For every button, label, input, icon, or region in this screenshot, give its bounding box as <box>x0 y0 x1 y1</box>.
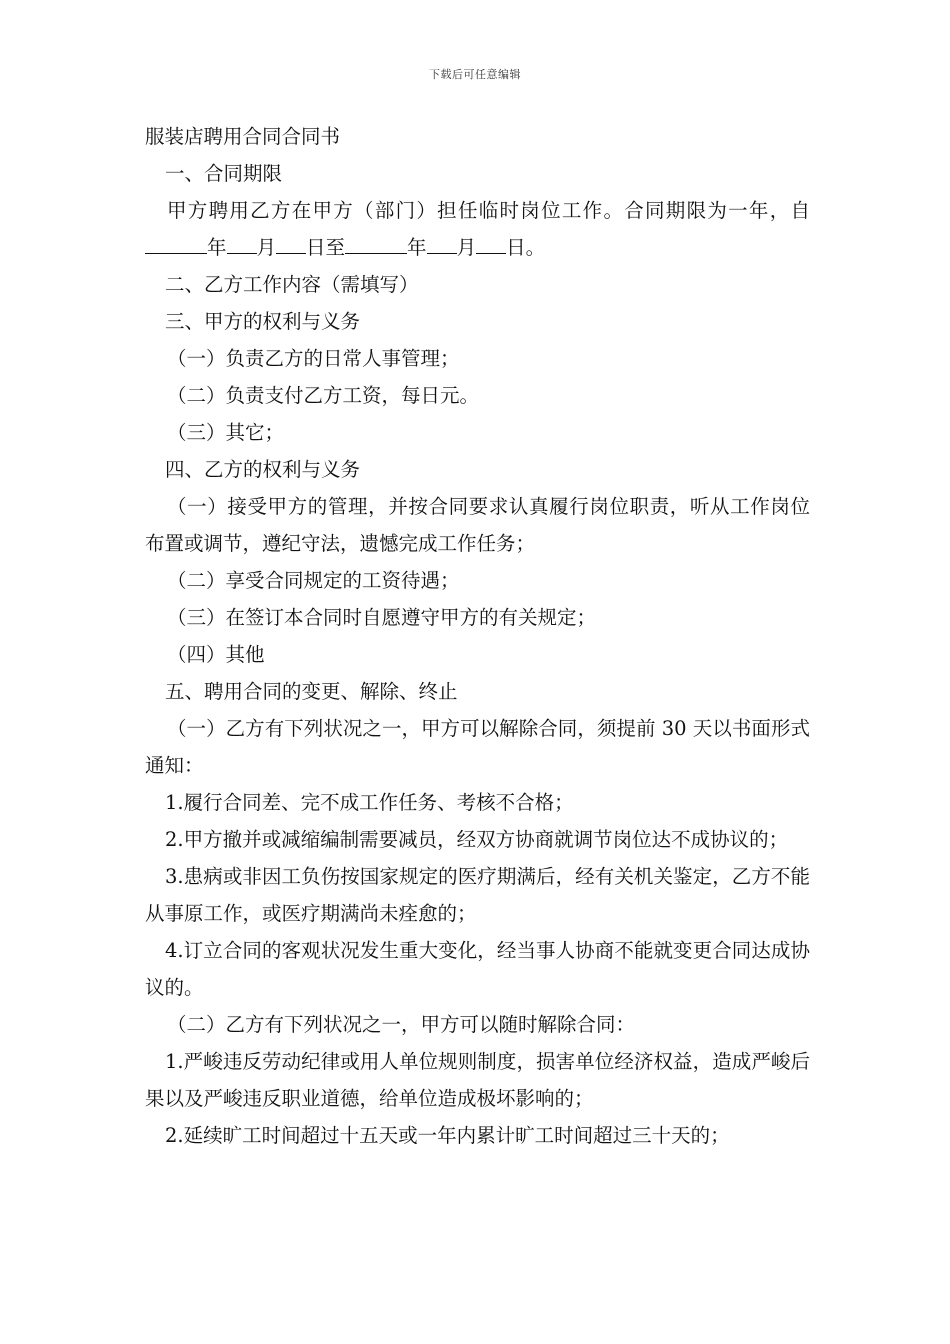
section-5-sub1-item: 3.患病或非因工负伤按国家规定的医疗期满后，经有关机关鉴定，乙方不能从事原工作，或医疗期满尚未痊愈的； <box>145 865 810 925</box>
label-month: 月 <box>456 236 477 259</box>
section-4-heading: 四、乙方的权利与义务 <box>165 458 361 481</box>
section-3-item: （一）负责乙方的日常人事管理； <box>167 347 460 370</box>
section-4-item: （一）接受甲方的管理，并按合同要求认真履行岗位职责，听从工作岗位布置或调节，遵纪守法，遗憾完成工作任务； <box>145 495 810 555</box>
section-5-subsection-1: （一）乙方有下列状况之一，甲方可以解除合同，须提前 30 天以书面形式通知： <box>145 717 810 777</box>
label-month: 月 <box>256 236 277 259</box>
section-5-sub1-item: 4.订立合同的客观状况发生重大变化，经当事人协商不能就变更合同达成协议的。 <box>145 939 810 999</box>
section-5-sub1-item: 2.甲方撤并或减缩编制需要减员，经双方协商就调节岗位达不成协议的； <box>165 828 789 851</box>
section-1-heading: 一、合同期限 <box>165 162 283 185</box>
page-header-note: 下载后可任意编辑 <box>429 68 521 81</box>
section-5-sub2-item: 2.延续旷工时间超过十五天或一年内累计旷工时间超过三十天的； <box>165 1124 730 1147</box>
section-3-item: （三）其它； <box>167 421 285 444</box>
label-year: 年 <box>407 236 427 259</box>
section-5-sub1-item: 1.履行合同差、完不成工作任务、考核不合格； <box>165 791 574 814</box>
section-5-heading: 五、聘用合同的变更、解除、终止 <box>165 680 458 703</box>
section-5-subsection-2: （二）乙方有下列状况之一，甲方可以随时解除合同： <box>167 1013 636 1036</box>
section-3-heading: 三、甲方的权利与义务 <box>165 310 361 333</box>
blank-start-year <box>145 231 207 254</box>
section-4-item: （三）在签订本合同时自愿遵守甲方的有关规定； <box>167 606 597 629</box>
blank-start-month <box>227 231 257 254</box>
document-title: 服装店聘用合同合同书 <box>145 125 341 148</box>
section-3-item: （二）负责支付乙方工资，每日元。 <box>167 384 480 407</box>
label-day-end: 日。 <box>506 236 546 259</box>
section-4-item: （二）享受合同规定的工资待遇； <box>167 569 460 592</box>
blank-end-day <box>476 231 506 254</box>
document-body <box>145 118 810 1154</box>
blank-end-month <box>427 231 457 254</box>
section-5-sub2-item: 1.严峻违反劳动纪律或用人单位规则制度，损害单位经济权益，造成严峻后果以及严峻违反职业道德，给单位造成极坏影响的； <box>145 1050 810 1110</box>
blank-end-year <box>345 231 407 254</box>
section-1-body <box>145 192 810 266</box>
section-1-body-text: 甲方聘用乙方在甲方（部门）担任临时岗位工作。合同期限为一年，自 <box>167 199 810 222</box>
label-year: 年 <box>207 236 227 259</box>
section-4-item: （四）其他 <box>167 643 265 666</box>
blank-start-day <box>276 231 306 254</box>
section-2-heading: 二、乙方工作内容（需填写） <box>165 273 419 296</box>
label-day-to: 日至 <box>306 236 346 259</box>
